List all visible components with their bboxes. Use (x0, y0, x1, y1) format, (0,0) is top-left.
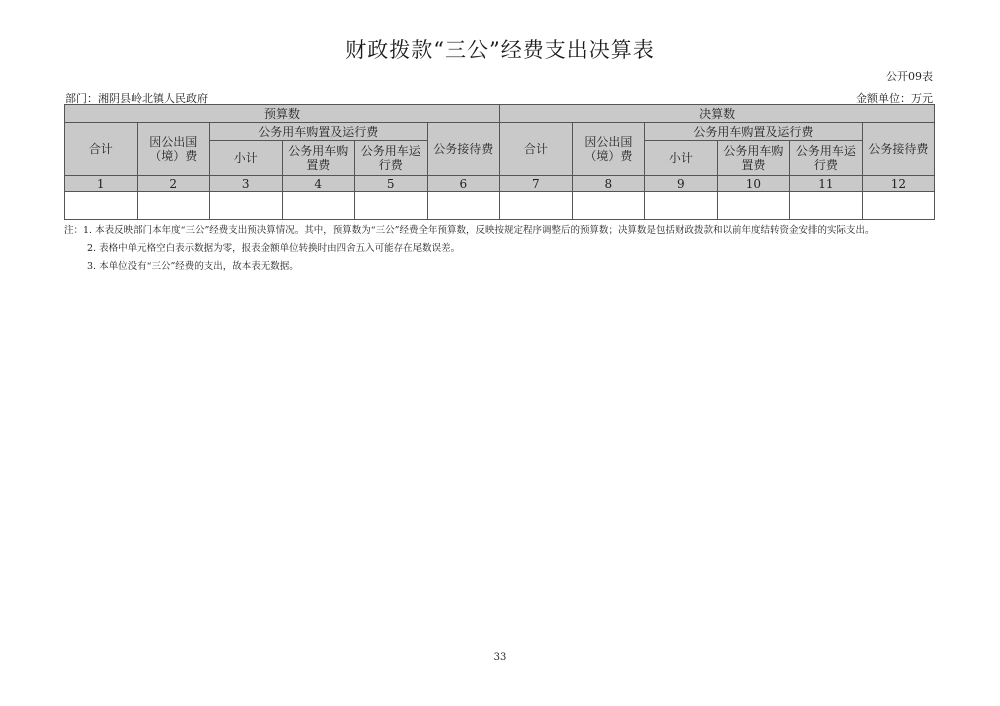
final-reception-header: 公务接待费 (862, 123, 935, 176)
final-group-header: 决算数 (500, 105, 935, 123)
table-cell (282, 192, 355, 220)
page-number: 33 (493, 652, 507, 663)
budget-purchase-header (282, 141, 355, 176)
column-number: 4 (282, 176, 355, 192)
budget-vehicle-group-header: 公务用车购置及运行费 (210, 123, 428, 141)
column-number: 7 (500, 176, 573, 192)
form-code: 公开09表 (886, 70, 933, 83)
column-number: 6 (427, 176, 500, 192)
table-title: 财政拨款“三公”经费支出决算表 (345, 38, 655, 62)
three-public-expenses-table (64, 104, 935, 220)
budget-operation-header (355, 141, 428, 176)
column-number: 3 (210, 176, 283, 192)
header-line: 公务用车购 (723, 144, 784, 158)
column-number: 5 (355, 176, 428, 192)
table-cell (137, 192, 210, 220)
table-cell (572, 192, 645, 220)
table-cell (862, 192, 935, 220)
group-header-row (65, 105, 935, 123)
note-item: 2. 表格中单元格空白表示数据为零，报表金额单位转换时由四舍五入可能存在尾数误差。 (87, 243, 461, 254)
budget-reception-header: 公务接待费 (427, 123, 500, 176)
notes-section (64, 224, 936, 278)
column-header-row (65, 123, 935, 141)
note-item: 注：1. 本表反映部门本年度“三公”经费支出预决算情况。其中，预算数为“三公”经费全年预算数，反映按规定程序调整后的预算数；决算数是包括财政拨款和以前年度结转资金安排的实际支出。 (64, 225, 875, 236)
header-line: 置费 (741, 158, 766, 172)
header-line: 公务用车运 (795, 144, 856, 158)
header-line: （境）费 (149, 149, 198, 163)
budget-group-header: 预算数 (65, 105, 500, 123)
final-total-header: 合计 (500, 123, 573, 176)
table-row (65, 192, 935, 220)
table-cell (500, 192, 573, 220)
header-line: 置费 (306, 158, 331, 172)
budget-total-header: 合计 (65, 123, 138, 176)
table-cell (210, 192, 283, 220)
column-number: 12 (862, 176, 935, 192)
table-cell (65, 192, 138, 220)
column-number: 1 (65, 176, 138, 192)
column-number: 11 (790, 176, 863, 192)
budget-subtotal-header: 小计 (210, 141, 283, 176)
header-line: 行费 (813, 158, 838, 172)
table-cell (717, 192, 790, 220)
column-number: 9 (645, 176, 718, 192)
column-number: 2 (137, 176, 210, 192)
table-cell (427, 192, 500, 220)
header-line: 公务用车运 (360, 144, 421, 158)
amount-unit-label: 金额单位：万元 (856, 92, 933, 105)
header-line: 因公出国 (149, 135, 198, 149)
column-number-row (65, 176, 935, 192)
final-purchase-header (717, 141, 790, 176)
final-vehicle-group-header: 公务用车购置及运行费 (645, 123, 863, 141)
header-line: 因公出国 (584, 135, 633, 149)
final-abroad-header (572, 123, 645, 176)
header-line: 公务用车购 (288, 144, 349, 158)
budget-abroad-header (137, 123, 210, 176)
header-line: 行费 (378, 158, 403, 172)
table-cell (645, 192, 718, 220)
department-label: 部门：湘阴县岭北镇人民政府 (65, 92, 208, 105)
note-item: 3. 本单位没有“三公”经费的支出，故本表无数据。 (87, 261, 299, 272)
column-number: 10 (717, 176, 790, 192)
final-operation-header (790, 141, 863, 176)
column-number: 8 (572, 176, 645, 192)
header-line: （境）费 (584, 149, 633, 163)
final-subtotal-header: 小计 (645, 141, 718, 176)
table-cell (790, 192, 863, 220)
table-cell (355, 192, 428, 220)
